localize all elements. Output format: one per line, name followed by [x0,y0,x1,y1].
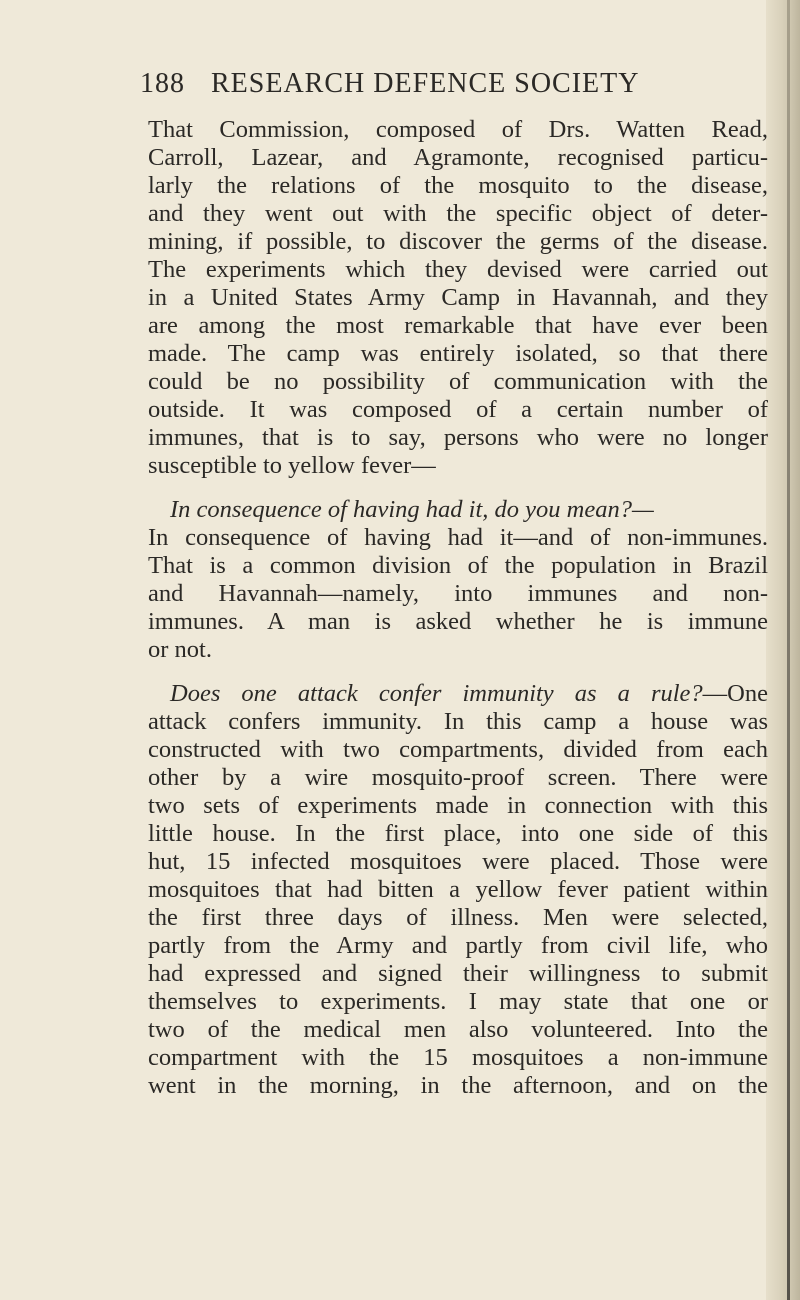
text-line: could be no possibility of communication with the [148,368,768,395]
text-line: little house. In the first place, into one side of this [148,820,768,847]
text-line: That Commission, composed of Drs. Watten Read, [148,116,768,143]
paragraph-2 [148,496,768,664]
text-line: the first three days of illness. Men were selected, [148,904,768,931]
text-line: Carroll, Lazear, and Agramonte, recognised particu- [148,144,768,171]
text-line: immunes, that is to say, persons who were no longer [148,424,768,451]
text-line: are among the most remarkable that have ever been [148,312,768,339]
text-line: hut, 15 infected mosquitoes were placed. Those were [148,848,768,875]
text-line: attack confers immunity. In this camp a house was [148,708,768,735]
text-line: constructed with two compartments, divided from each [148,736,768,763]
text-line: went in the morning, in the afternoon, and on the [148,1072,768,1099]
text-line: The experiments which they devised were carried out [148,256,768,283]
text-line: mining, if possible, to discover the germs of the disease. [148,228,768,255]
paragraph-3 [148,680,768,1100]
text-line: two of the medical men also volunteered. Into the [148,1016,768,1043]
text-line: mosquitoes that had bitten a yellow fever patient within [148,876,768,903]
text-line: outside. It was composed of a certain number of [148,396,768,423]
page-edge-line [787,0,790,1300]
page-number: 188 [140,68,185,99]
question-line [148,680,768,708]
text-line: two sets of experiments made in connection with this [148,792,768,819]
question-text: Does one attack confer immunity as a rule? [170,680,703,707]
text-line: In consequence of having had it—and of non-immunes. [148,524,768,551]
running-title: RESEARCH DEFENCE SOCIETY [211,68,640,99]
text-line: other by a wire mosquito-proof screen. There were [148,764,768,791]
answer-start: —One [702,680,768,707]
paragraph-1 [148,116,768,480]
text-line: in a United States Army Camp in Havannah, and they [148,284,768,311]
text-line: compartment with the 15 mosquitoes a non-immune [148,1044,768,1071]
text-line: or not. [148,636,212,663]
body-text [148,116,768,1100]
text-line: susceptible to yellow fever— [148,452,436,479]
text-line: immunes. A man is asked whether he is immune [148,608,768,635]
text-line: partly from the Army and partly from civil life, who [148,932,768,959]
text-line: larly the relations of the mosquito to the disease, [148,172,768,199]
text-line: and they went out with the specific object of deter- [148,200,768,227]
text-line: themselves to experiments. I may state that one or [148,988,768,1015]
running-head [140,68,700,100]
text-line: had expressed and signed their willingness to submit [148,960,768,987]
page-edge-shadow [766,0,800,1300]
question-line: In consequence of having had it, do you mean?— [170,496,654,523]
text-line: made. The camp was entirely isolated, so that there [148,340,768,367]
text-line: and Havannah—namely, into immunes and non- [148,580,768,607]
text-line: That is a common division of the population in Brazil [148,552,768,579]
